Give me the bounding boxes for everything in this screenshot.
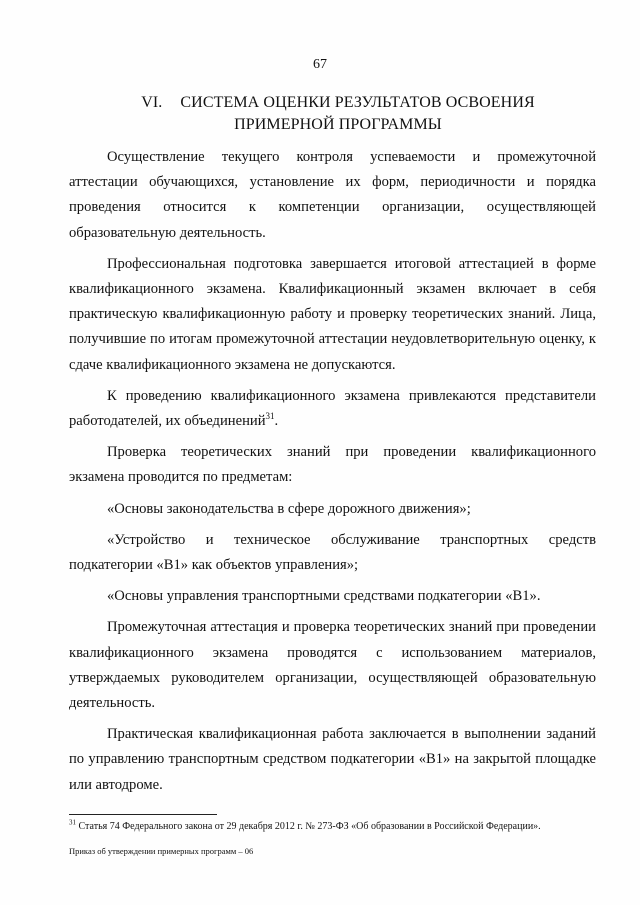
footnote-reference: 31 [265, 411, 275, 422]
footnote [69, 820, 609, 833]
paragraph: Проверка теоретических знаний при проведении квалификационного экзамена проводится по предметам: [69, 444, 596, 486]
paragraph [69, 384, 596, 434]
section-title: СИСТЕМА ОЦЕНКИ РЕЗУЛЬТАТОВ ОСВОЕНИЯ ПРИМЕРНОЙ ПРОГРАММЫ [180, 94, 535, 133]
paragraph-end-punct: . [274, 413, 279, 430]
section-heading [100, 92, 576, 136]
footnote-text: Статья 74 Федерального закона от 29 декабря 2012 г. № 273-ФЗ «Об образовании в Российской Федерации». [78, 821, 541, 832]
page-footer: Приказ об утверждении примерных программ – 06 [69, 846, 254, 856]
subject-item: «Основы законодательства в сфере дорожного движения»; [107, 500, 471, 517]
paragraph: Практическая квалификационная работа заключается в выполнении заданий по управлению транспортным средством подкатегории «B1» на закрытой площадке или автодроме. [69, 726, 596, 793]
subject-item: «Основы управления транспортными средствами подкатегории «B1». [107, 588, 541, 605]
body-text [69, 145, 596, 804]
subject-item: «Устройство и техническое обслуживание транспортных средств подкатегории «B1» как объектов управления»; [69, 531, 596, 574]
paragraph-text: К проведению квалификационного экзамена привлекаются представители работодателей, их объединений [69, 387, 596, 430]
paragraph: Профессиональная подготовка завершается итоговой аттестацией в форме квалификационного экзамена. Квалификационный экзамен включает в себя практическую квалификационную работу и проверку теоретических знаний. Лица, получившие по итогам промежуточной аттестации неудовлетворительную оценку, к сдаче квалификационного экзамена не допускаются. [69, 255, 596, 373]
footnote-number: 31 [69, 818, 76, 827]
paragraph: Осуществление текущего контроля успеваемости и промежуточной аттестации обучающихся, установление их форм, периодичности и порядка проведения относится к компетенции организации, осуществляющей образовательную деятельность. [69, 149, 596, 241]
page-number: 67 [313, 57, 327, 72]
section-number: VI. [141, 94, 163, 111]
footnote-divider [69, 814, 217, 815]
paragraph: Промежуточная аттестация и проверка теоретических знаний при проведении квалификационного экзамена проводятся с использованием материалов, утверждаемых руководителем организации, осуществляющей образовательную деятельность. [69, 619, 596, 712]
